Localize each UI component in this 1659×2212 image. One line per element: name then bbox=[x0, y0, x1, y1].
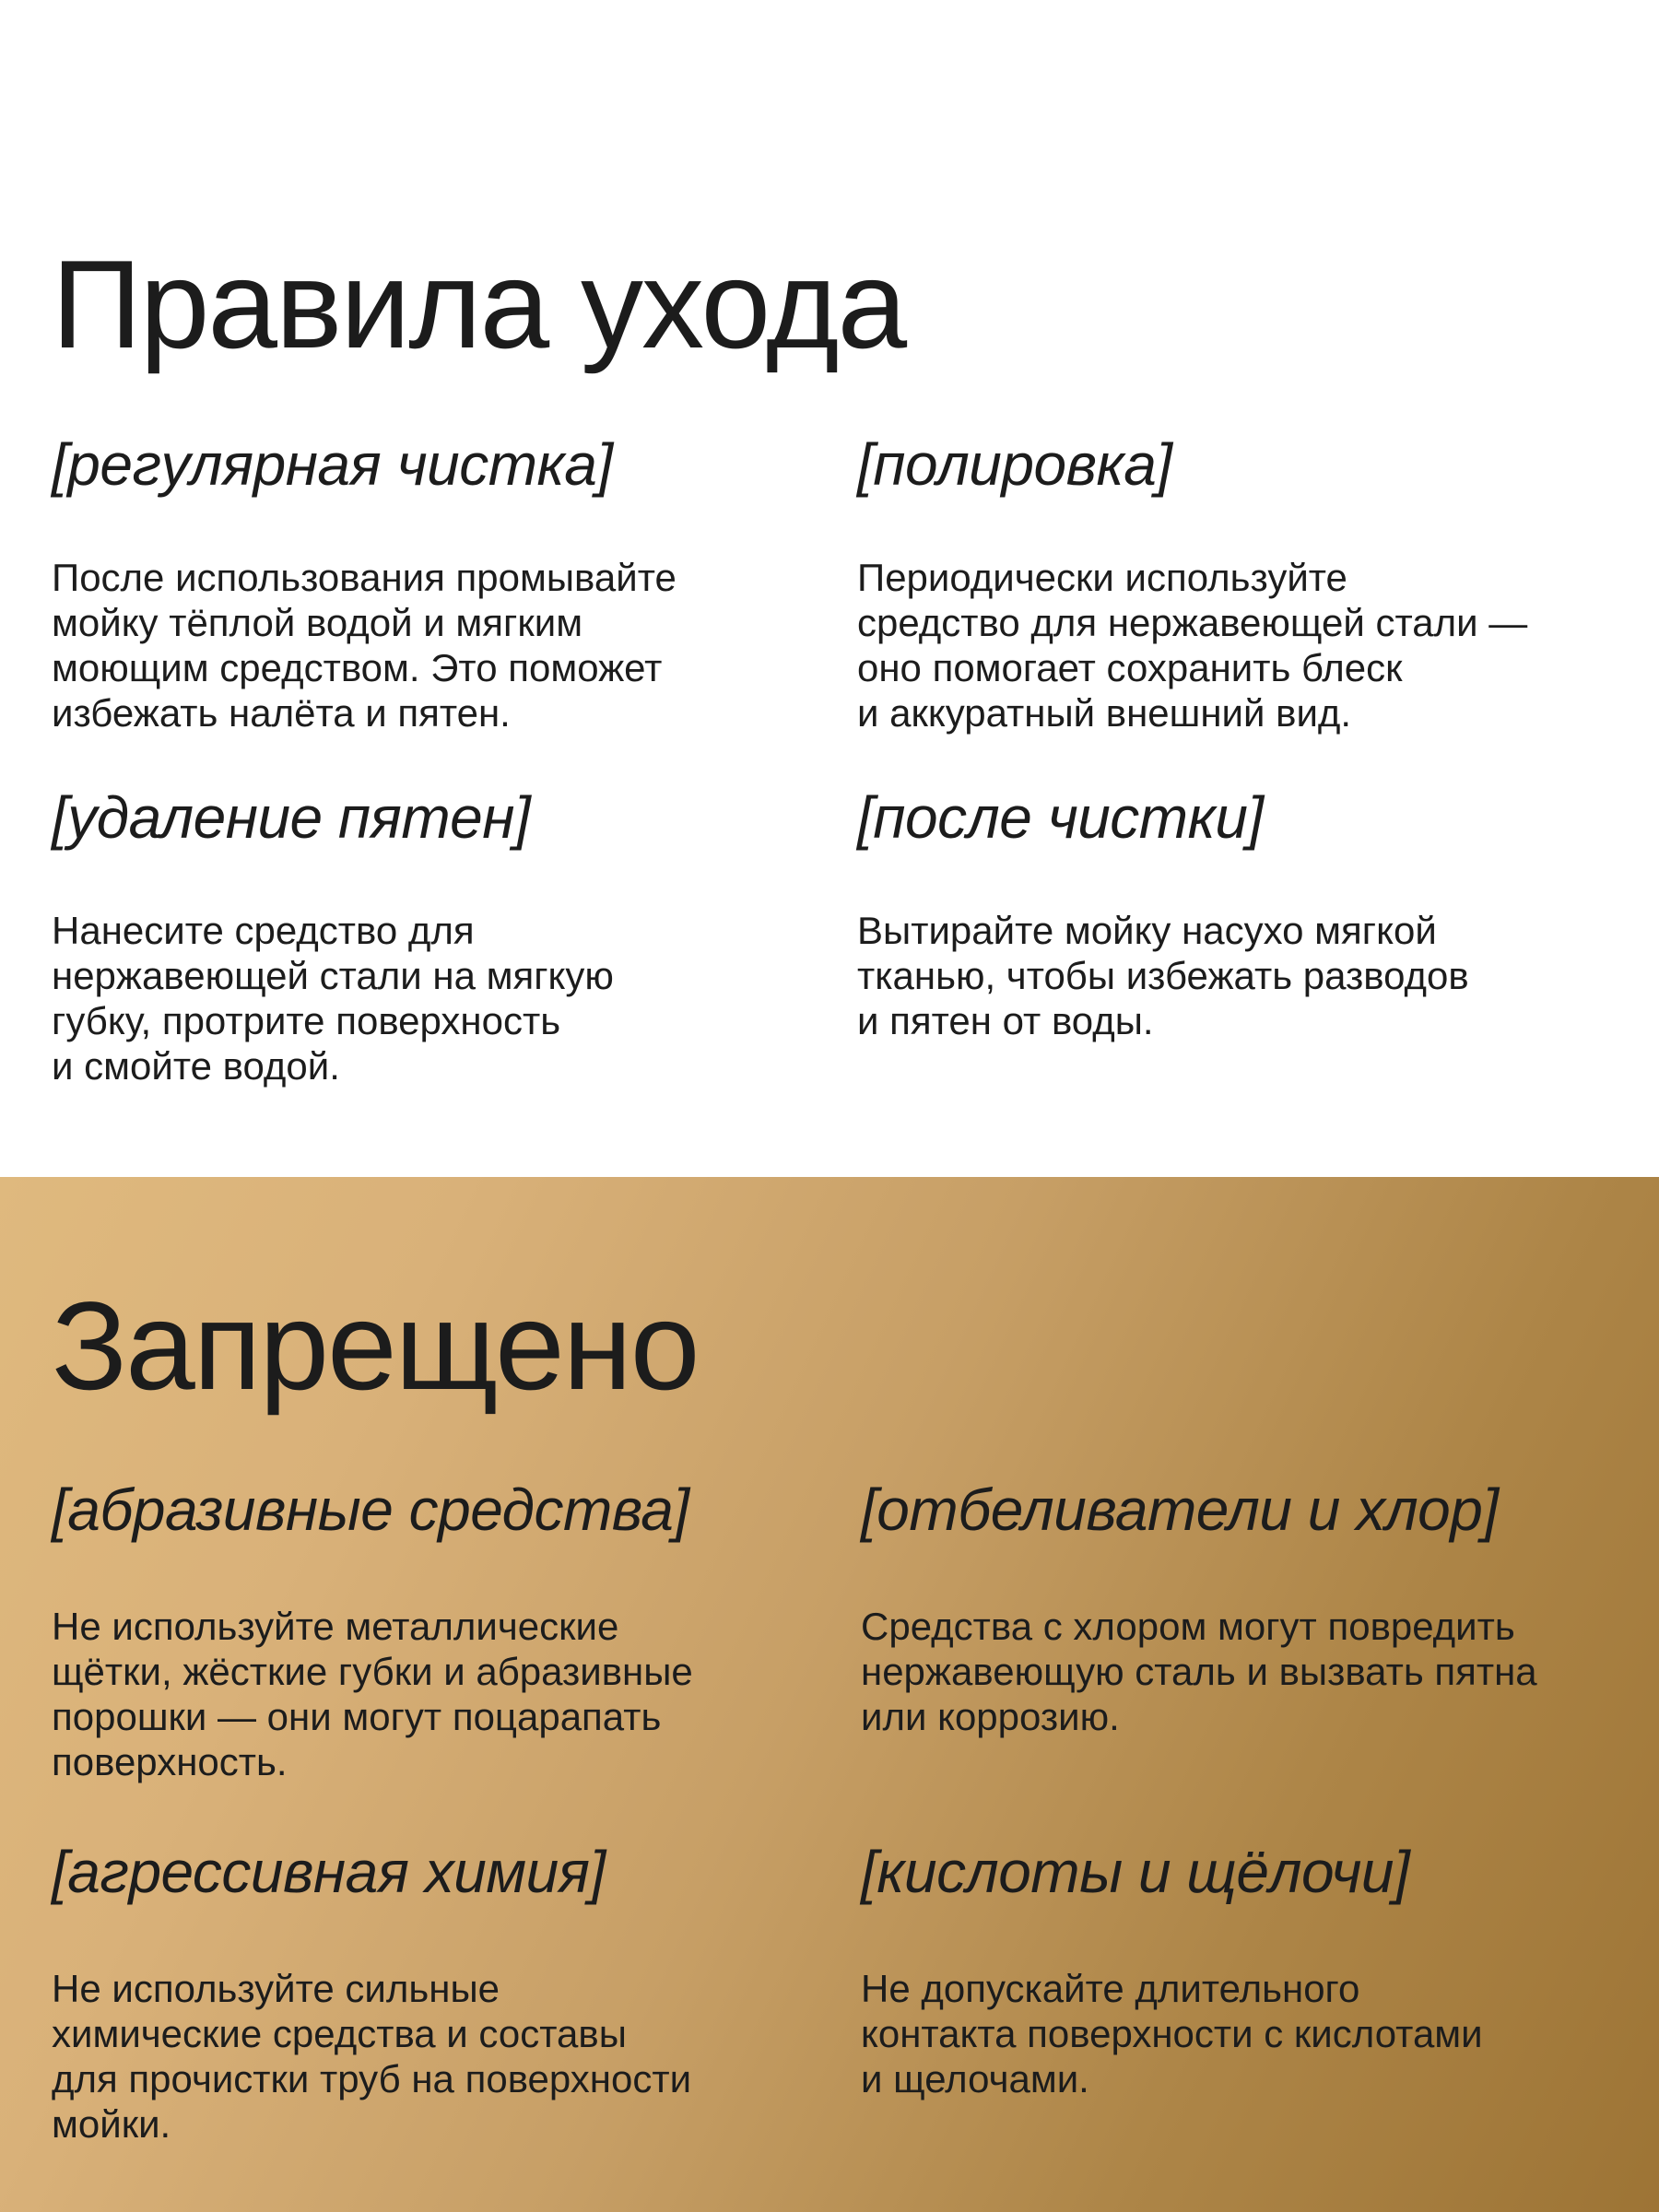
polishing-text bbox=[857, 555, 1631, 735]
text-line: моющим средством. Это поможет bbox=[52, 646, 663, 689]
aggressive-chemicals-text bbox=[52, 1966, 826, 2147]
text-line: и щелочами. bbox=[861, 2057, 1089, 2100]
text-line: оно помогает сохранить блеск bbox=[857, 646, 1403, 689]
after-cleaning-block bbox=[857, 784, 1631, 1043]
text-line: нержавеющей стали на мягкую bbox=[52, 954, 614, 997]
text-line: Не допускайте длительного bbox=[861, 1967, 1360, 2010]
stain-removal-block bbox=[52, 784, 826, 1088]
after-cleaning-heading: [после чистки] bbox=[857, 784, 1264, 851]
text-line: мойку тёплой водой и мягким bbox=[52, 601, 583, 644]
aggressive-chemicals-block bbox=[52, 1839, 826, 2147]
bleach-chlorine-block bbox=[861, 1477, 1635, 1739]
text-line: щётки, жёсткие губки и абразивные bbox=[52, 1650, 693, 1693]
text-line: Периодически используйте bbox=[857, 556, 1347, 599]
regular-cleaning-block bbox=[52, 431, 826, 735]
forbidden-title: Запрещено bbox=[52, 1276, 699, 1416]
text-line: порошки — они могут поцарапать bbox=[52, 1695, 662, 1738]
stain-removal-text bbox=[52, 908, 826, 1088]
text-line: Вытирайте мойку насухо мягкой bbox=[857, 909, 1437, 952]
text-line: губку, протрите поверхность bbox=[52, 999, 561, 1042]
text-line: поверхность. bbox=[52, 1740, 288, 1783]
abrasives-block bbox=[52, 1477, 826, 1784]
text-line: для прочистки труб на поверхности bbox=[52, 2057, 692, 2100]
text-line: средство для нержавеющей стали — bbox=[857, 601, 1528, 644]
text-line: контакта поверхности с кислотами bbox=[861, 2012, 1483, 2055]
text-line: и аккуратный внешний вид. bbox=[857, 691, 1352, 735]
text-line: После использования промывайте bbox=[52, 556, 677, 599]
text-line: избежать налёта и пятен. bbox=[52, 691, 511, 735]
text-line: тканью, чтобы избежать разводов bbox=[857, 954, 1469, 997]
text-line: химические средства и составы bbox=[52, 2012, 627, 2055]
text-line: Не используйте металлические bbox=[52, 1605, 619, 1648]
polishing-heading: [полировка] bbox=[857, 431, 1172, 498]
abrasives-heading: [абразивные средства] bbox=[52, 1477, 689, 1543]
aggressive-chemicals-heading: [агрессивная химия] bbox=[52, 1839, 606, 1905]
text-line: и смойте водой. bbox=[52, 1044, 340, 1088]
care-rules-title: Правила ухода bbox=[52, 234, 906, 374]
regular-cleaning-heading: [регулярная чистка] bbox=[52, 431, 613, 498]
stain-removal-heading: [удаление пятен] bbox=[52, 784, 531, 851]
polishing-block bbox=[857, 431, 1631, 735]
text-line: Нанесите средство для bbox=[52, 909, 475, 952]
regular-cleaning-text bbox=[52, 555, 826, 735]
text-line: мойки. bbox=[52, 2102, 171, 2146]
text-line: Не используйте сильные bbox=[52, 1967, 500, 2010]
acids-alkalis-block bbox=[861, 1839, 1635, 2101]
bleach-chlorine-text bbox=[861, 1604, 1635, 1739]
acids-alkalis-heading: [кислоты и щёлочи] bbox=[861, 1839, 1410, 1905]
bleach-chlorine-heading: [отбеливатели и хлор] bbox=[861, 1477, 1499, 1543]
text-line: или коррозию. bbox=[861, 1695, 1120, 1738]
text-line: Средства с хлором могут повредить bbox=[861, 1605, 1515, 1648]
abrasives-text bbox=[52, 1604, 826, 1784]
after-cleaning-text bbox=[857, 908, 1631, 1043]
acids-alkalis-text bbox=[861, 1966, 1635, 2101]
text-line: и пятен от воды. bbox=[857, 999, 1154, 1042]
text-line: нержавеющую сталь и вызвать пятна bbox=[861, 1650, 1537, 1693]
